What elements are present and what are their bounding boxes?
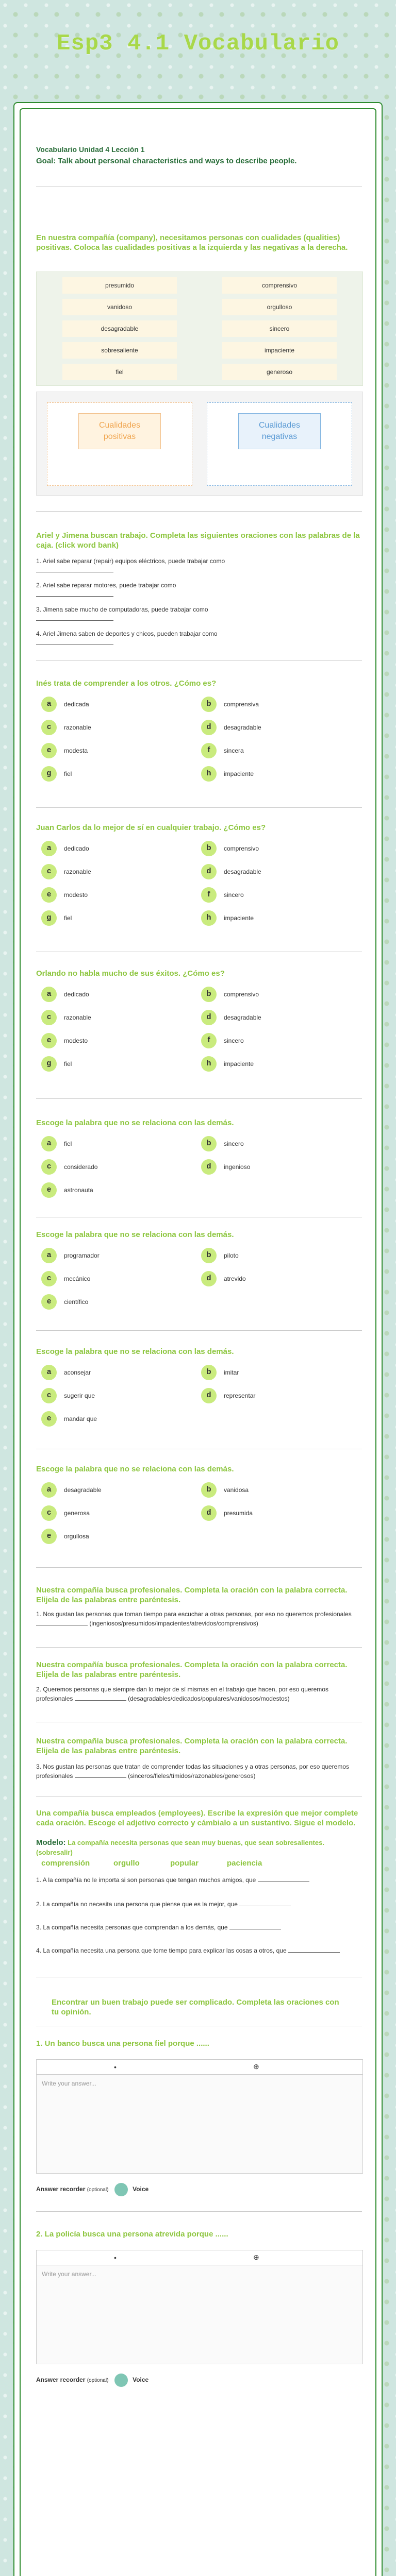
choice-text: fiel [64,770,72,777]
choice-option[interactable] [201,1010,261,1025]
choice-letter: b [201,1482,217,1498]
word-tile[interactable]: desagradable [62,320,177,337]
choice-group [41,1248,361,1330]
choice-letter: g [41,1056,57,1072]
answer-box-2[interactable] [36,2250,363,2364]
bank-word: popular [170,1859,199,1868]
word-tile[interactable]: comprensivo [222,277,337,294]
choice-text: razonable [64,1014,91,1021]
fill1-sentence: 1. Nos gustan las personas que toman tiempo para escuchar a otras personas, por eso no queremos profesionales (ingeniosos/presumidos/impacientes/atrevidos/comprensivos) [36,1611,352,1627]
choice-option[interactable] [201,1365,239,1380]
choice-text: impaciente [224,770,254,777]
choice-text: comprensivo [224,845,259,852]
choice-letter: e [41,1411,57,1427]
fill2-blank[interactable] [75,1700,126,1701]
choice-letter: f [201,887,217,903]
choice-option[interactable] [201,1388,255,1403]
word-tile[interactable]: sobresaliente [62,342,177,359]
choice-text: fiel [64,1060,72,1067]
fill2-sentence: 2. Queremos personas que siempre dan lo mejor de sí mismas en el trabajo que hacen, por eso queremos profesionales (desagradables/dedicados/populares/vanidosos/modestos) [36,1686,328,1702]
choice-letter: a [41,1136,57,1151]
word-tile[interactable]: impaciente [222,342,337,359]
choice-letter: d [201,1505,217,1521]
choice-letter: b [201,1248,217,1263]
choice-option[interactable] [41,987,89,1002]
fill4-item: 3. La compañía necesita personas que comprendan a los demás, que [36,1923,356,1932]
choice-letter: d [201,1010,217,1025]
choice-text: modesta [64,747,88,754]
choice-text: mecánico [64,1275,91,1282]
choice-letter: f [201,743,217,758]
word-tile[interactable]: generoso [222,364,337,380]
choice-letter: e [41,1033,57,1048]
answer-input-1[interactable]: Write your answer... [42,2080,96,2087]
choice-option[interactable] [201,1482,249,1498]
choice-letter: e [41,743,57,758]
goal-label: Goal: [36,157,56,165]
choice-group [41,987,361,1090]
divider [36,511,362,512]
choice-option[interactable] [201,887,244,903]
choice-option[interactable] [41,1033,88,1048]
sentence-item: 4. Ariel Jimena saben de deportes y chicos, pueden trabajar como [36,629,345,648]
choice-option[interactable] [41,1159,97,1175]
choice-option[interactable] [41,1365,91,1380]
choice-text: imitar [224,1369,239,1376]
answer-box-1[interactable] [36,2059,363,2174]
choice-letter: h [201,766,217,782]
choice-option[interactable] [41,766,72,782]
choice-letter: c [41,864,57,879]
choice-group [41,1136,361,1218]
choice-option[interactable] [41,1505,90,1521]
choice-text: mandar que [64,1415,97,1422]
choice-option[interactable] [41,1271,90,1286]
fill3-heading: Nuestra compañía busca profesionales. Completa la oración con la palabra correcta. Elijela de las palabras entre paréntesis. [36,1737,348,1755]
fill4-item: 2. La compañía no necesita una persona que piense que es la mejor, que [36,1900,356,1909]
choice-text: desagradable [64,1486,102,1494]
choice-option[interactable] [41,864,91,879]
choice-letter: h [201,1056,217,1072]
fill4-word-bank [36,1858,361,1871]
choice-option[interactable] [201,720,261,735]
choice-letter: b [201,1136,217,1151]
choice-option[interactable] [41,743,88,758]
choice-letter: a [41,1365,57,1380]
choice-text: aconsejar [64,1369,91,1376]
choice-option[interactable] [201,766,254,782]
goal-text: Talk about personal characteristics and ways to describe people. [58,157,297,165]
choice-text: dedicado [64,991,89,998]
section1-heading: En nuestra compañía (company), necesitamos personas con cualidades (qualities) positivas. Coloca las cualidades positivas a la izquierda y las negativas a la derecha. [36,233,348,252]
choice-option[interactable] [201,1033,244,1048]
link-icon[interactable]: ⊕ [253,2062,259,2071]
choice-option[interactable] [41,1182,93,1198]
page-title: Esp3 4.1 Vocabulario [56,31,340,57]
choice-letter: e [41,1182,57,1198]
choice-text: piloto [224,1252,239,1259]
microphone-icon[interactable] [114,2374,128,2387]
choice-letter: b [201,1365,217,1380]
choice-text: sincero [224,1037,244,1044]
choice-text: modesto [64,891,88,899]
worksheet-frame [20,108,376,2576]
choice-letter: d [201,1159,217,1175]
choice-option[interactable] [201,841,259,856]
choice-letter: e [41,1294,57,1310]
choice-text: sincera [224,747,244,754]
choice-text: desagradable [224,868,261,875]
divider [36,1098,362,1099]
choice-option[interactable] [201,1271,246,1286]
choice-group [41,1365,361,1447]
choice-text: comprensiva [224,701,259,708]
worksheet [14,103,382,2576]
choice-letter: e [41,1529,57,1544]
fill3-blank[interactable] [75,1777,126,1778]
question-orlando-heading: Orlando no habla mucho de sus éxitos. ¿Cómo es? [36,969,225,978]
choice-text: fiel [64,1140,72,1147]
fill4-model: Modelo: La compañía necesita personas que sean muy buenas, que sean sobresalientes. (sobresalir) [36,1838,324,1856]
choice-option[interactable] [41,1411,97,1427]
choice-text: considerado [64,1163,98,1171]
choice-option[interactable] [41,1388,95,1403]
choice-text: científico [64,1298,89,1306]
choice-letter: a [41,841,57,856]
answer-recorder-2: Answer recorder (optional) Voice [36,2374,148,2387]
box-negative-label: Cualidades negativas [238,413,321,449]
choice-letter: c [41,1271,57,1286]
fill4-item: 1. A la compañía no le importa si son personas que tengan muchos amigos, que [36,1875,356,1885]
answer-toolbar [37,2250,362,2265]
choice-text: impaciente [224,914,254,922]
divider [36,660,362,661]
choice-option[interactable] [41,1294,88,1310]
choice-text: desagradable [224,1014,261,1021]
sentence-item: 1. Ariel sabe reparar (repair) equipos eléctricos, puede trabajar como [36,556,345,575]
choice-option[interactable] [201,910,254,926]
choice-letter: d [201,1271,217,1286]
word-tile[interactable]: sincero [222,320,337,337]
dropzone-negative[interactable] [207,402,352,486]
choice-letter: c [41,1159,57,1175]
choice-option[interactable] [201,697,259,712]
choice-letter: a [41,697,57,712]
bank-word: orgullo [113,1859,140,1868]
choice-text: razonable [64,724,91,731]
choice-text: orgullosa [64,1533,89,1540]
fill4-item: 4. La compañía necesita una persona que tome tiempo para explicar las cosas a otros, que [36,1946,356,1955]
blank-dropzone[interactable] [36,620,113,621]
choice-letter: d [201,1388,217,1403]
choice-option[interactable] [201,864,261,879]
answer-toolbar [37,2060,362,2075]
question-juan-heading: Juan Carlos da lo mejor de sí en cualquier trabajo. ¿Cómo es? [36,823,266,832]
choice-letter: c [41,720,57,735]
question-erase3-heading: Escoge la palabra que no se relaciona con las demás. [36,1347,234,1356]
word-tile[interactable]: orgulloso [222,299,337,315]
vocab-label: Vocabulario Unidad 4 Lección 1 [36,145,145,154]
choice-text: dedicado [64,845,89,852]
choice-letter: f [201,1033,217,1048]
fill1-heading: Nuestra compañía busca profesionales. Completa la oración con la palabra correcta. Elijela de las palabras entre paréntesis. [36,1586,348,1604]
question-erase1-heading: Escoge la palabra que no se relaciona con las demás. [36,1118,234,1127]
divider [36,1567,362,1568]
choice-option[interactable] [41,1529,89,1544]
choice-option[interactable] [201,1056,254,1072]
choice-letter: b [201,841,217,856]
choice-option[interactable] [41,1056,72,1072]
choice-letter: a [41,1248,57,1263]
choice-letter: c [41,1010,57,1025]
dropzone-positive[interactable] [47,402,192,486]
choice-text: ingenioso [224,1163,251,1171]
word-tile[interactable]: presumido [62,277,177,294]
choice-option[interactable] [41,1010,91,1025]
word-tile[interactable]: vanidoso [62,299,177,315]
choice-letter: c [41,1388,57,1403]
bullet-list-icon[interactable]: • [114,2253,117,2262]
choice-text: generosa [64,1510,90,1517]
choice-text: modesto [64,1037,88,1044]
choice-letter: b [201,987,217,1002]
question-erase2-heading: Escoge la palabra que no se relaciona con las demás. [36,1230,234,1239]
word-bank [36,272,363,386]
opinion-heading: Encontrar un buen trabajo puede ser complicado. Completa las oraciones con tu opinión. [52,1998,339,2016]
choice-group [41,1482,361,1565]
fill4-blank[interactable] [288,1952,340,1953]
divider [36,2211,362,2212]
choice-option[interactable] [201,987,259,1002]
divider [36,1330,362,1331]
word-tile[interactable]: fiel [62,364,177,380]
choice-text: representar [224,1392,256,1399]
sentence-item: 2. Ariel sabe reparar motores, puede trabajar como [36,581,345,599]
choice-text: atrevido [224,1275,246,1282]
choice-text: sincero [224,1140,244,1147]
divider [36,807,362,808]
link-icon[interactable]: ⊕ [253,2253,259,2261]
box-positive-label: Cualidades positivas [78,413,161,449]
choice-text: vanidosa [224,1486,249,1494]
question-ines-heading: Inés trata de comprender a los otros. ¿Cómo es? [36,679,217,688]
choice-letter: b [201,697,217,712]
answer-recorder-1: Answer recorder (optional) Voice [36,2183,148,2196]
divider [36,1647,362,1648]
choice-text: programador [64,1252,100,1259]
fill3-sentence: 3. Nos gustan las personas que tratan de comprender todas las situaciones y a otras personas, por eso queremos profesionales (sinceros/fieles/tímidos/razonables/generosos) [36,1763,350,1780]
choice-group [41,841,361,944]
choice-letter: g [41,766,57,782]
goal-line [36,157,361,165]
choice-letter: e [41,887,57,903]
choice-option[interactable] [201,1248,239,1263]
voice-button-label[interactable]: Voice [133,2185,149,2193]
choice-option[interactable] [201,1505,253,1521]
opinion-q2: 2. La policía busca una persona atrevida porque ...... [36,2230,228,2239]
voice-button-label[interactable]: Voice [133,2376,149,2384]
choice-option[interactable] [41,910,72,926]
choice-text: desagradable [224,724,261,731]
choice-group [41,697,361,800]
choice-text: presumida [224,1510,253,1517]
fill2-heading: Nuestra compañía busca profesionales. Completa la oración con la palabra correcta. Elijela de las palabras entre paréntesis. [36,1660,348,1679]
choice-option[interactable] [201,743,244,758]
opinion-q1: 1. Un banco busca una persona fiel porque ...... [36,2039,209,2048]
sort-area [36,392,363,496]
choice-option[interactable] [41,1136,72,1151]
blank-dropzone[interactable] [36,596,113,597]
choice-option[interactable] [41,887,88,903]
bank-word: comprensión [41,1859,90,1868]
choice-option[interactable] [201,1136,244,1151]
choice-option[interactable] [41,720,91,735]
choice-letter: c [41,1505,57,1521]
choice-option[interactable] [41,841,89,856]
choice-text: sugerir que [64,1392,95,1399]
choice-letter: a [41,1482,57,1498]
bullet-list-icon[interactable]: • [114,2063,117,2071]
section2-heading: Ariel y Jimena buscan trabajo. Completa las siguientes oraciones con las palabras de la caja. (click word bank) [36,531,360,550]
bank-word: paciencia [227,1859,262,1868]
choice-letter: h [201,910,217,926]
question-erase4-heading: Escoge la palabra que no se relaciona con las demás. [36,1465,234,1473]
choice-text: comprensivo [224,991,259,998]
choice-text: fiel [64,914,72,922]
microphone-icon[interactable] [114,2183,128,2196]
fill4-heading: Una compañía busca empleados (employees). Escribe la expresión que mejor complete cada oración. Escoge el adjetivo correcto y cámbialo a un sustantivo. Sigue el modelo. [36,1809,358,1827]
choice-letter: d [201,864,217,879]
choice-text: impaciente [224,1060,254,1067]
choice-option[interactable] [41,697,89,712]
choice-option[interactable] [41,1248,100,1263]
choice-letter: a [41,987,57,1002]
choice-text: dedicada [64,701,89,708]
sentence-item: 3. Jimena sabe mucho de computadoras, puede trabajar como [36,605,345,623]
choice-option[interactable] [201,1159,250,1175]
choice-letter: d [201,720,217,735]
answer-input-2[interactable]: Write your answer... [42,2270,96,2278]
choice-text: sincero [224,891,244,899]
choice-letter: g [41,910,57,926]
choice-option[interactable] [41,1482,102,1498]
choice-text: astronauta [64,1187,93,1194]
choice-text: razonable [64,868,91,875]
